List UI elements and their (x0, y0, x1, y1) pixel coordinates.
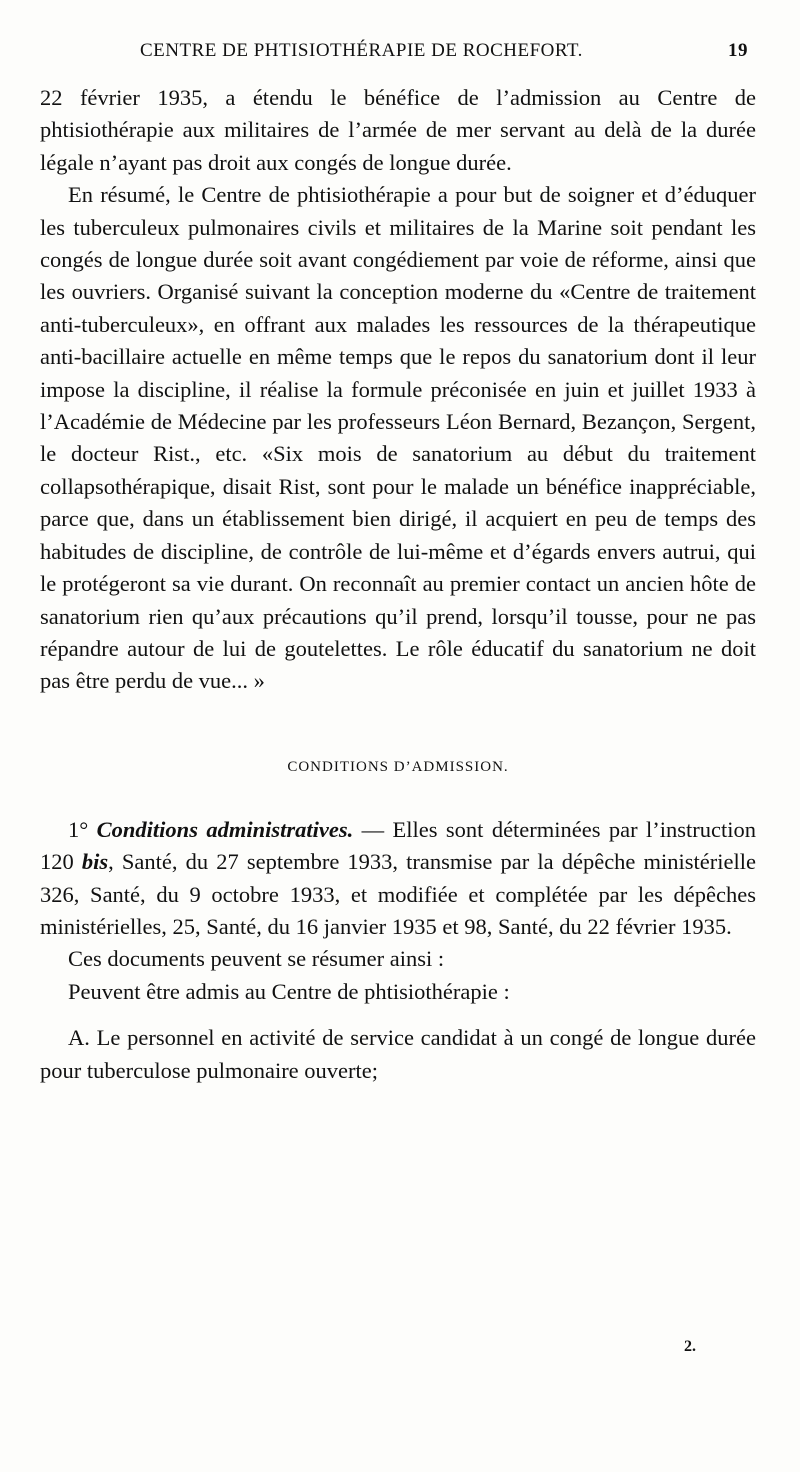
paragraph-2: En résumé, le Centre de phtisiothérapie a pour but de soigner et d’éduquer les tuberculeux pulmonaires civils et militaires de la Marine soit pendant les congés de longue durée soit avant congédiement par voie de réforme, ainsi que les ouvriers. Organisé suivant la conception moderne du «Centre de traitement anti-tuberculeux», en offrant aux malades les ressources de la thérapeutique anti-bacillaire actuelle en même temps que le repos du sanatorium dont il leur impose la discipline, il réalise la formule préconisée en juin et juillet 1933 à l’Académie de Médecine par les professeurs Léon Bernard, Bezançon, Sergent, le docteur Rist., etc. «Six mois de sanatorium au début du traitement collapsothérapique, disait Rist, sont pour le malade un bénéfice inappréciable, parce que, dans un établissement bien dirigé, il acquiert en peu de temps des habitudes de discipline, de contrôle de lui-même et d’égards envers autrui, qui le protégeront sa vie durant. On reconnaît au premier contact un ancien hôte de sanatorium rien qu’aux précautions qu’il prend, lorsqu’il tousse, pour ne pas répandre autour de lui de goutelettes. Le rôle éducatif du sanatorium ne doit pas être perdu de vue... » (40, 182, 756, 694)
section-heading: CONDITIONS D’ADMISSION. (287, 758, 509, 775)
paragraph-gap (40, 1008, 756, 1022)
paragraph-1: 22 février 1935, a étendu le bénéfice de l’admission au Centre de phtisiothérapie aux militaires de l’armée de mer servant au delà de la durée légale n’ayant pas droit aux congés de longue durée. (40, 85, 756, 175)
summary-paragraph: Ces documents peuvent se résumer ainsi : (68, 946, 445, 972)
conditions-text-2: , Santé, du 27 septembre 1933, transmise par la dépêche ministérielle 326, Santé, du 9 octobre 1933, et modifiée et complétée par les dépêches ministérielles, 25, Santé, du 16 janvier 1935 et 98, Santé, du 22 février 1935. (40, 849, 757, 939)
admitted-paragraph: Peuvent être admis au Centre de phtisiothérapie : (68, 978, 510, 1004)
conditions-text-1: — Elles sont déterminées par l’instruction 120 (40, 816, 757, 875)
conditions-paragraph (40, 814, 756, 944)
header-title: CENTRE DE PHTISIOTHÉRAPIE DE ROCHEFORT. (140, 40, 583, 61)
page-number: 19 (728, 40, 748, 61)
conditions-bis: bis (81, 849, 109, 875)
main-text (40, 82, 756, 1087)
conditions-number: 1° (68, 816, 89, 842)
item-a: A. Le personnel en activité de service candidat à un congé de longue durée pour tuberculose pulmonaire ouverte; (40, 1025, 756, 1083)
signature-mark: 2. (684, 1338, 696, 1355)
conditions-label: Conditions administratives. (96, 816, 354, 842)
running-header (140, 40, 760, 70)
